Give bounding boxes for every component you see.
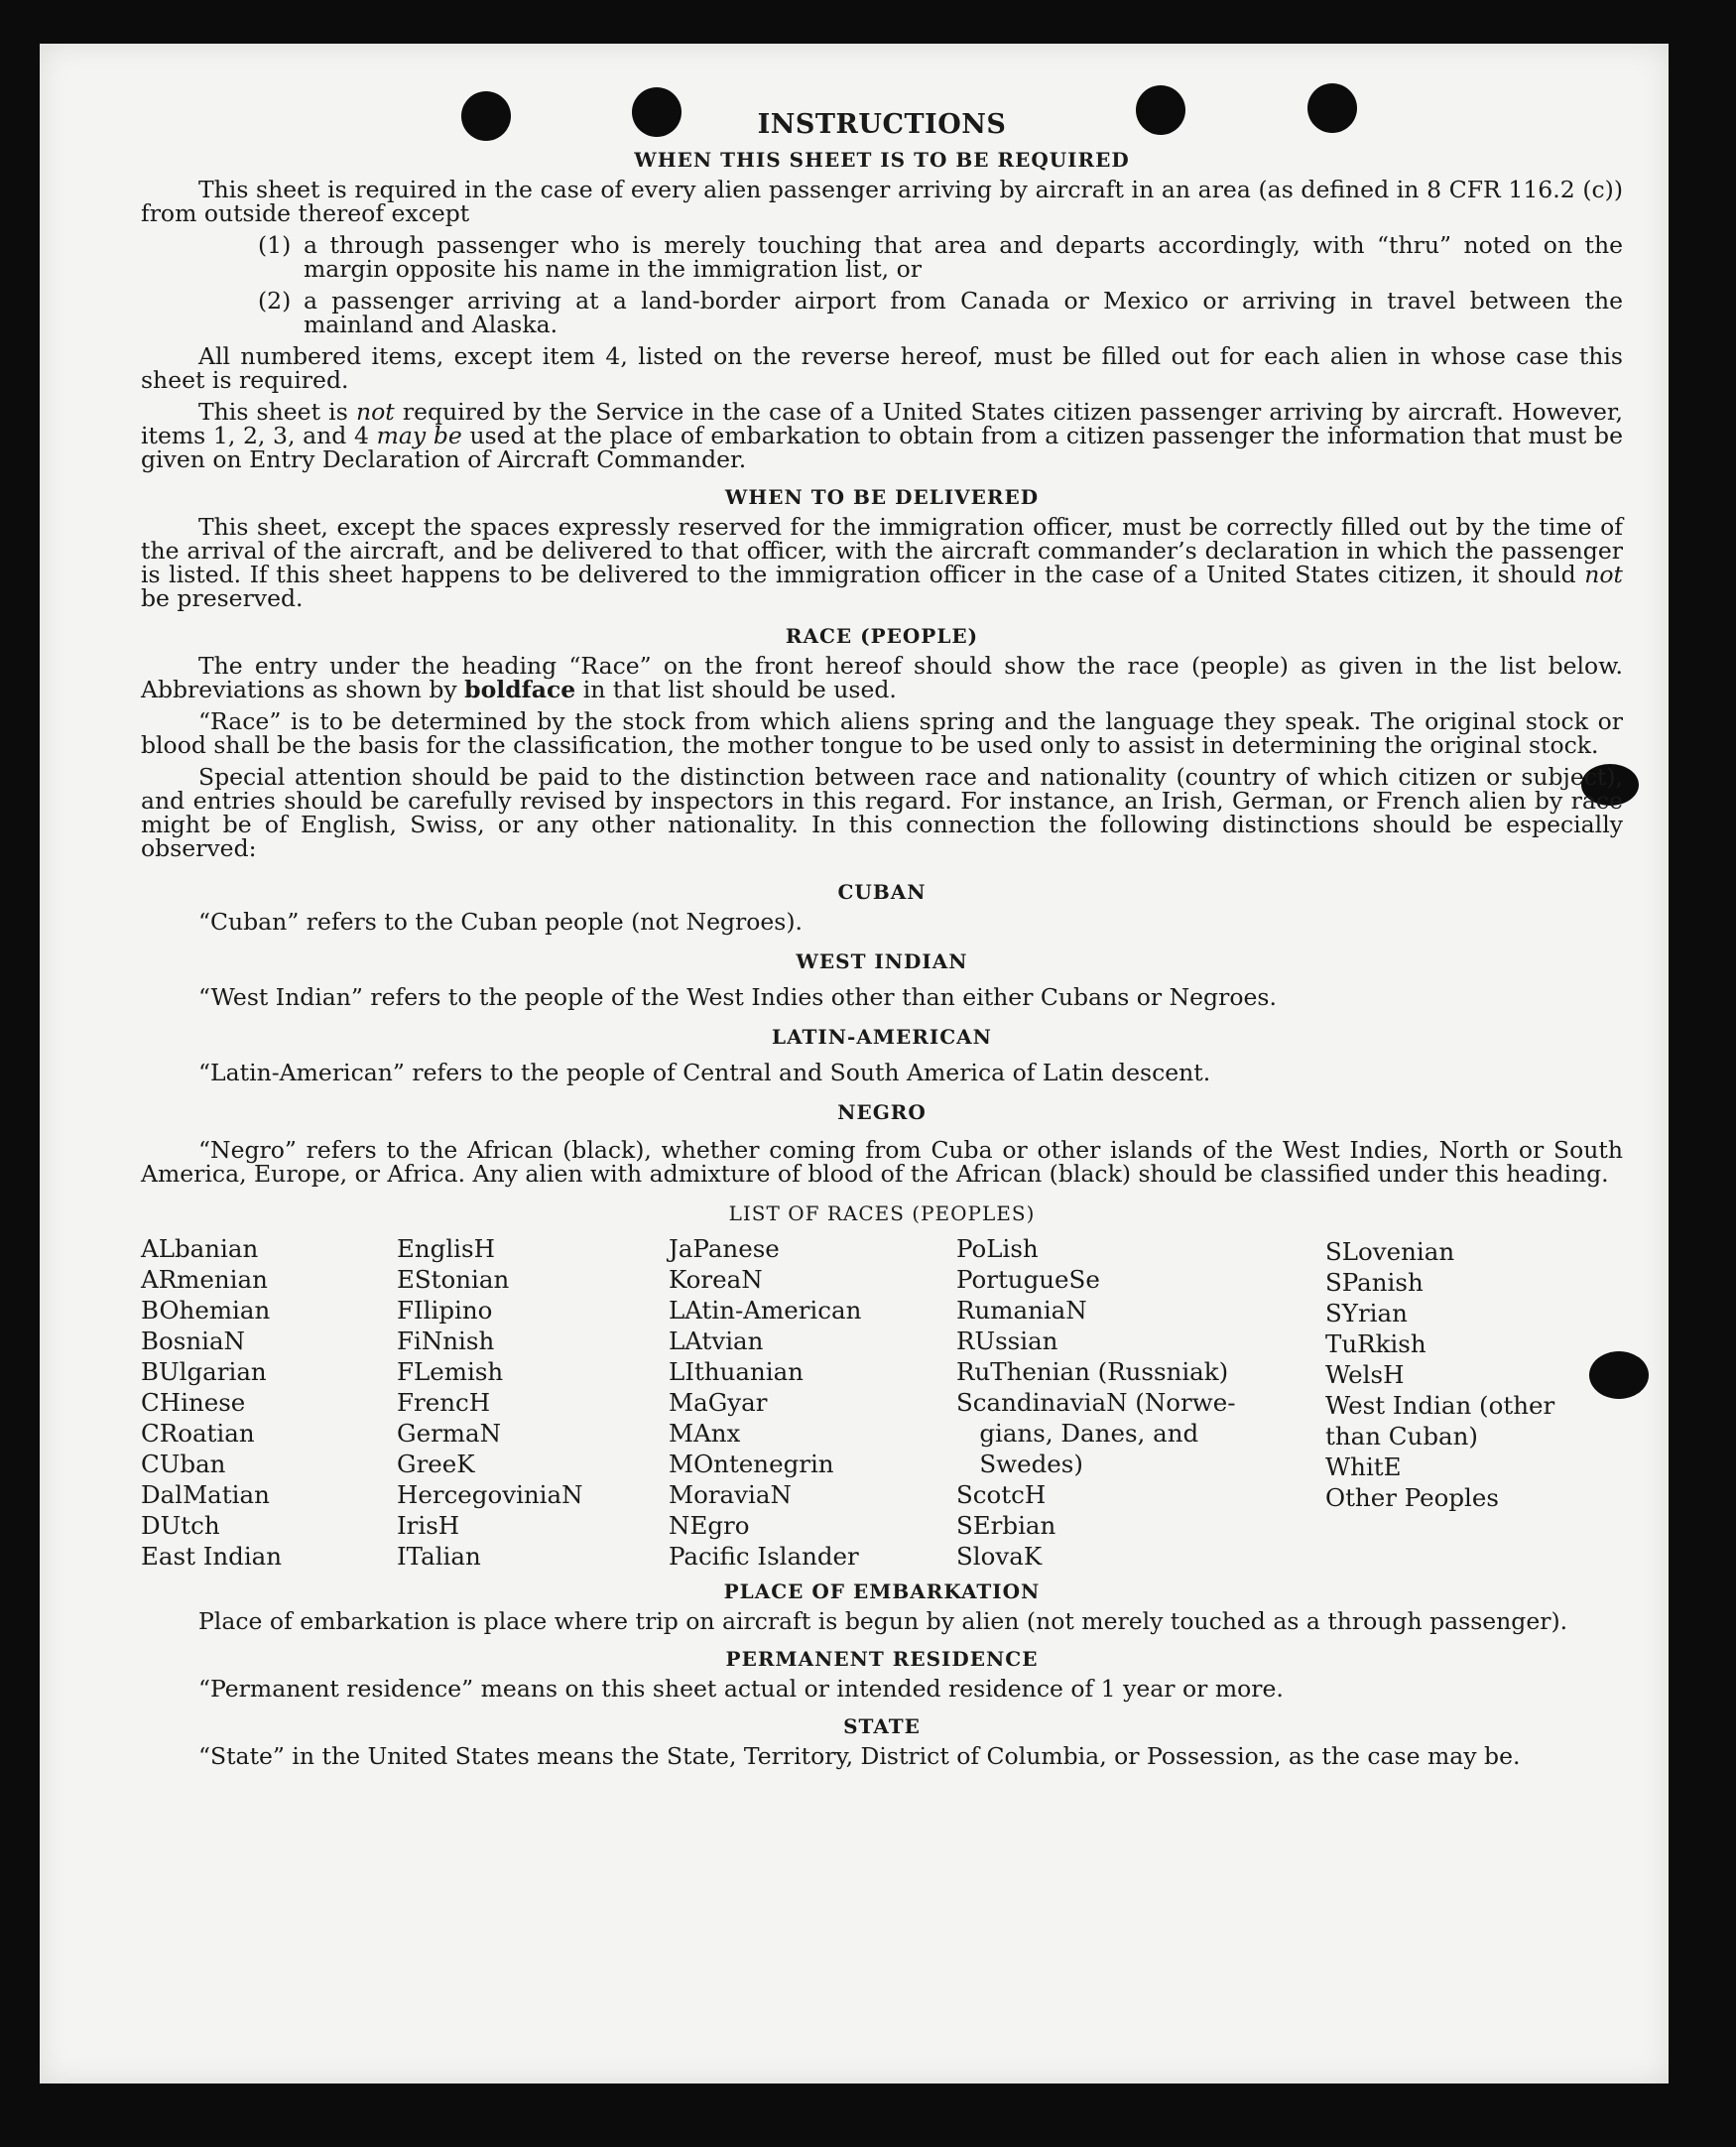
race-entry: SlovaK <box>956 1542 1043 1571</box>
race-column <box>397 1233 669 1572</box>
section-heading-state: STATE <box>843 1714 921 1738</box>
race-entry: gians, Danes, and <box>956 1419 1199 1448</box>
race-entry: ARmenian <box>141 1265 268 1294</box>
race-entry: MAnx <box>669 1419 741 1448</box>
race-entry: CRoatian <box>141 1419 255 1448</box>
item-number: (2) <box>258 287 292 315</box>
page-title: INSTRUCTIONS <box>757 109 1007 140</box>
race-entry: West Indian (other <box>1325 1391 1555 1420</box>
section-heading-latin-american: LATIN-AMERICAN <box>772 1025 992 1049</box>
paragraph-citizen-passenger: This sheet is not required by the Service in the case of a United States citizen passenger arriving by aircraft. However, items 1, 2, 3, and 4 may be used at the place of embarkation to obtain from a citizen passenger the information that must be given on Entry Declaration of Aircraft Commander. <box>141 398 1623 473</box>
race-entry: PoLish <box>956 1234 1039 1263</box>
race-entry: LAtvian <box>669 1326 764 1355</box>
section-heading-when-delivered: WHEN TO BE DELIVERED <box>724 485 1040 509</box>
race-column <box>669 1233 956 1572</box>
document-sheet <box>40 44 1669 2084</box>
paragraph-when-required-intro: This sheet is required in the case of every alien passenger arriving by aircraft in an area (as defined in 8 CFR 116.2 (c)) from outside thereof except <box>141 176 1623 227</box>
paragraph-residence: “Permanent residence” means on this sheet actual or intended residence of 1 year or more. <box>198 1675 1284 1703</box>
race-entry: East Indian <box>141 1542 283 1571</box>
race-entry: CHinese <box>141 1388 246 1417</box>
section-heading-residence: PERMANENT RESIDENCE <box>725 1647 1039 1671</box>
race-entry: SPanish <box>1325 1268 1424 1297</box>
race-entry: Pacific Islander <box>669 1542 859 1571</box>
race-entry: GreeK <box>397 1450 475 1478</box>
section-heading-when-required: WHEN THIS SHEET IS TO BE REQUIRED <box>634 148 1130 172</box>
race-entry: RumaniaN <box>956 1296 1087 1325</box>
race-entry: BosniaN <box>141 1326 245 1355</box>
race-entry: WhitE <box>1325 1452 1402 1481</box>
race-entry: SLovenian <box>1325 1237 1455 1266</box>
race-column <box>956 1233 1325 1572</box>
section-heading-negro: NEGRO <box>837 1100 927 1124</box>
race-entry: DalMatian <box>141 1480 270 1509</box>
paragraph-negro: “Negro” refers to the African (black), whether coming from Cuba or other islands of the West Indies, North or South America, Europe, or Africa. Any alien with admixture of blood of the African (black) should be classified under this heading. <box>141 1136 1623 1188</box>
race-entry: EnglisH <box>397 1234 495 1263</box>
race-entry: Other Peoples <box>1325 1483 1499 1512</box>
race-entry: MaGyar <box>669 1388 768 1417</box>
race-entry: BOhemian <box>141 1296 271 1325</box>
paragraph-race-nationality: Special attention should be paid to the distinction between race and nationality (country of which citizen or subject), and entries should be carefully revised by inspectors in this regard. For instance, an Irish, German, or French alien by race might be of English, Swiss, or any other nationality. In this connection the following distinctions should be especially observed: <box>141 763 1623 862</box>
paragraph-embarkation: Place of embarkation is place where trip on aircraft is begun by alien (not merely touched as a through passenger). <box>198 1607 1568 1635</box>
race-entry: EStonian <box>397 1265 510 1294</box>
item-text: a through passenger who is merely touching that area and departs accordingly, with “thru” noted on the margin opposite his name in the immigration list, or <box>304 231 1623 283</box>
race-entry: WelsH <box>1325 1360 1405 1389</box>
race-entry: JaPanese <box>669 1234 780 1263</box>
race-entry: FiNnish <box>397 1326 495 1355</box>
race-entry: FrencH <box>397 1388 491 1417</box>
paragraph-latin-american: “Latin-American” refers to the people of Central and South America of Latin descent. <box>198 1059 1211 1086</box>
race-entry: ITalian <box>397 1542 481 1571</box>
section-heading-race: RACE (PEOPLE) <box>785 624 979 648</box>
race-entry: FIlipino <box>397 1296 493 1325</box>
race-entry: DUtch <box>141 1511 220 1540</box>
race-entry: ScotcH <box>956 1480 1047 1509</box>
exception-item-1 <box>141 233 1623 281</box>
race-entry: LAtin-American <box>669 1296 862 1325</box>
race-entry: CUban <box>141 1450 226 1478</box>
race-entry: TuRkish <box>1325 1329 1426 1358</box>
race-entry: KoreaN <box>669 1265 763 1294</box>
section-heading-west-indian: WEST INDIAN <box>796 949 968 973</box>
paragraph-west-indian: “West Indian” refers to the people of the West Indies other than either Cubans or Negroes. <box>198 983 1277 1011</box>
instructions-content <box>141 109 1623 1776</box>
race-column <box>1325 1233 1593 1572</box>
race-entry: RUssian <box>956 1326 1058 1355</box>
race-entry: ALbanian <box>141 1234 259 1263</box>
race-entry: MOntenegrin <box>669 1450 834 1478</box>
paragraph-race-stock: “Race” is to be determined by the stock from which aliens spring and the language they speak. The original stock or blood shall be the basis for the classification, the mother tongue to be used only to assist in determining the original stock. <box>141 707 1623 759</box>
race-entry: Swedes) <box>956 1450 1083 1478</box>
race-entry: RuThenian (Russniak) <box>956 1357 1229 1386</box>
paragraph-cuban: “Cuban” refers to the Cuban people (not Negroes). <box>198 908 804 936</box>
exception-item-2 <box>141 289 1623 336</box>
section-heading-cuban: CUBAN <box>837 880 927 904</box>
race-entry: PortugueSe <box>956 1265 1100 1294</box>
race-list <box>141 1233 1623 1572</box>
paragraph-numbered-items: All numbered items, except item 4, listed on the reverse hereof, must be filled out for each alien in whose case this sheet is required. <box>141 342 1623 394</box>
race-entry: SErbian <box>956 1511 1056 1540</box>
paragraph-race-entry: The entry under the heading “Race” on the front hereof should show the race (people) as given in the list below. Abbreviations as shown by boldface in that list should be used. <box>141 652 1623 703</box>
race-entry: ScandinaviaN (Norwe- <box>956 1388 1236 1417</box>
race-entry: IrisH <box>397 1511 460 1540</box>
item-number: (1) <box>258 231 292 259</box>
race-entry: than Cuban) <box>1325 1422 1478 1451</box>
race-entry: FLemish <box>397 1357 504 1386</box>
paragraph-state: “State” in the United States means the State, Territory, District of Columbia, or Possession, as the case may be. <box>198 1742 1521 1770</box>
race-column <box>141 1233 397 1572</box>
race-entry: HercegoviniaN <box>397 1480 583 1509</box>
race-entry: NEgro <box>669 1511 750 1540</box>
race-entry: BUlgarian <box>141 1357 267 1386</box>
paragraph-when-delivered: This sheet, except the spaces expressly reserved for the immigration officer, must be correctly filled out by the time of the arrival of the aircraft, and be delivered to that officer, with the aircraft commander’s declaration in which the passenger is listed. If this sheet happens to be delivered to the immigration officer in the case of a United States citizen, it should not be preserved. <box>141 513 1623 612</box>
race-entry: SYrian <box>1325 1299 1408 1327</box>
race-entry: MoraviaN <box>669 1480 792 1509</box>
item-text: a passenger arriving at a land-border airport from Canada or Mexico or arriving in travel between the mainland and Alaska. <box>304 287 1623 338</box>
section-heading-list-of-races: LIST OF RACES (PEOPLES) <box>728 1201 1036 1225</box>
race-entry: LIthuanian <box>669 1357 804 1386</box>
section-heading-embarkation: PLACE OF EMBARKATION <box>723 1579 1041 1603</box>
race-entry: GermaN <box>397 1419 502 1448</box>
